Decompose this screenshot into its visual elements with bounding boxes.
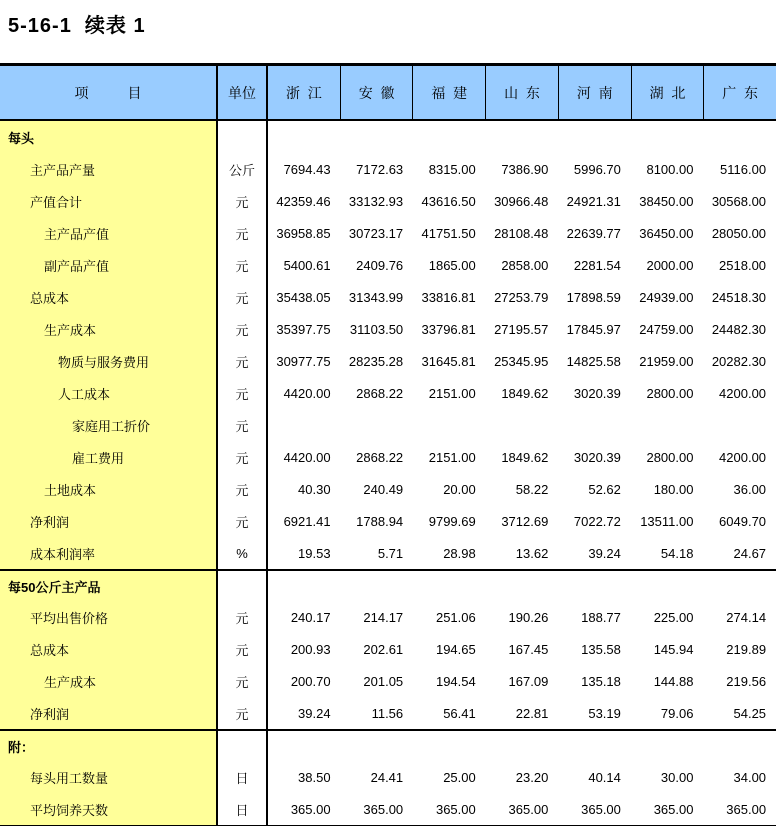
value-cell: 25345.95 [494, 353, 549, 369]
row-label: 副产品产值 [0, 249, 218, 281]
value-cell: 25.00 [443, 769, 476, 785]
value-cell [486, 571, 559, 601]
value-cell: 33796.81 [421, 321, 476, 337]
table-row [0, 601, 776, 633]
value-cell: 30.00 [660, 769, 694, 785]
column-header-unit: 单位 [218, 66, 268, 119]
table-row [0, 377, 776, 409]
row-unit: 元 [218, 185, 268, 217]
table-body [0, 121, 776, 825]
value-cell: 4420.00 [283, 449, 331, 465]
value-cell: 201.05 [363, 673, 404, 689]
table-row [0, 441, 776, 473]
row-unit: 元 [218, 345, 268, 377]
value-cell [413, 731, 486, 761]
value-cell [631, 731, 704, 761]
row-unit: 公斤 [218, 153, 268, 185]
value-cell: 365.00 [290, 801, 331, 817]
value-cell: 6921.41 [283, 513, 331, 529]
row-label: 生产成本 [0, 665, 218, 697]
row-label: 每头用工数量 [0, 761, 218, 793]
value-cell: 40.14 [588, 769, 621, 785]
value-cell: 31103.50 [349, 321, 404, 337]
table-row [0, 249, 776, 281]
table-row [0, 217, 776, 249]
value-cell: 1849.62 [501, 449, 549, 465]
value-cell: 40.30 [298, 481, 331, 497]
value-cell [341, 731, 414, 761]
value-cell: 36958.85 [276, 225, 331, 241]
row-unit: 元 [218, 601, 268, 633]
table-row [0, 409, 776, 441]
value-cell [486, 121, 559, 153]
table-row [0, 281, 776, 313]
section-row [0, 121, 776, 153]
value-cell [341, 409, 414, 441]
value-cell [703, 121, 776, 153]
value-cell: 7694.43 [283, 161, 331, 177]
row-label: 产值合计 [0, 185, 218, 217]
value-cell: 274.14 [726, 609, 767, 625]
value-cell: 36.00 [733, 481, 767, 497]
column-header-province: 福 建 [412, 66, 485, 119]
value-cell: 28050.00 [711, 225, 767, 241]
value-cell: 365.00 [726, 801, 767, 817]
value-cell: 20.00 [443, 481, 476, 497]
value-cell: 219.89 [726, 641, 767, 657]
value-cell: 3712.69 [501, 513, 549, 529]
value-cell: 1849.62 [501, 385, 549, 401]
value-cell: 31343.99 [348, 289, 404, 305]
value-cell: 54.25 [733, 705, 767, 721]
value-cell [486, 409, 559, 441]
value-cell: 8315.00 [428, 161, 476, 177]
value-cell: 8100.00 [646, 161, 694, 177]
value-cell: 42359.46 [276, 193, 331, 209]
row-unit: 元 [218, 505, 268, 537]
value-cell: 202.61 [363, 641, 404, 657]
row-label: 主产品产值 [0, 217, 218, 249]
value-cell: 167.09 [508, 673, 549, 689]
row-unit: 元 [218, 281, 268, 313]
row-label: 净利润 [0, 505, 218, 537]
value-cell: 240.49 [363, 481, 404, 497]
value-cell: 11.56 [371, 705, 404, 721]
value-cell: 52.62 [588, 481, 621, 497]
value-cell: 79.06 [660, 705, 694, 721]
row-unit: 元 [218, 665, 268, 697]
value-cell [558, 731, 631, 761]
page-title: 5-16-1 续表 1 [8, 15, 146, 37]
value-cell: 35397.75 [276, 321, 331, 337]
table-row [0, 665, 776, 697]
value-cell: 365.00 [508, 801, 549, 817]
value-cell: 251.06 [435, 609, 476, 625]
column-header-item: 项 目 [0, 66, 218, 119]
row-label: 成本利润率 [0, 537, 218, 569]
value-cell: 2858.00 [501, 257, 549, 273]
value-cell: 194.65 [435, 641, 476, 657]
row-label: 雇工费用 [0, 441, 218, 473]
value-cell: 13.62 [515, 545, 549, 561]
value-cell: 7386.90 [501, 161, 549, 177]
value-cell: 30977.75 [276, 353, 331, 369]
value-cell: 365.00 [581, 801, 621, 817]
value-cell: 2800.00 [646, 449, 694, 465]
value-cell: 39.24 [298, 705, 331, 721]
value-cell: 13511.00 [640, 513, 694, 529]
value-cell: 14825.58 [566, 353, 621, 369]
value-cell: 1865.00 [428, 257, 476, 273]
row-unit [218, 121, 268, 153]
value-cell: 3020.39 [573, 449, 621, 465]
row-unit: 元 [218, 249, 268, 281]
value-cell [558, 121, 631, 153]
row-unit: 元 [218, 313, 268, 345]
table-row [0, 345, 776, 377]
value-cell: 135.18 [581, 673, 621, 689]
value-cell: 43616.50 [421, 193, 476, 209]
row-label: 物质与服务费用 [0, 345, 218, 377]
row-label: 附： [0, 731, 218, 761]
value-cell: 194.54 [435, 673, 476, 689]
value-cell: 2281.54 [573, 257, 621, 273]
value-cell: 1788.94 [356, 513, 404, 529]
table-header-row [0, 66, 776, 121]
value-cell: 214.17 [363, 609, 404, 625]
value-cell [703, 571, 776, 601]
value-cell [268, 571, 341, 601]
value-cell: 38.50 [298, 769, 331, 785]
value-cell: 180.00 [653, 481, 694, 497]
value-cell: 2800.00 [646, 385, 694, 401]
value-cell: 5116.00 [720, 161, 767, 177]
value-cell: 200.70 [290, 673, 331, 689]
value-cell: 33816.81 [421, 289, 476, 305]
column-header-province: 广 东 [703, 66, 776, 119]
table-row [0, 697, 776, 729]
value-cell: 38450.00 [639, 193, 694, 209]
value-cell: 24518.30 [711, 289, 767, 305]
value-cell: 22.81 [515, 705, 549, 721]
table-row [0, 313, 776, 345]
table-row [0, 153, 776, 185]
value-cell: 56.41 [443, 705, 476, 721]
value-cell: 2518.00 [719, 257, 767, 273]
value-cell: 7022.72 [573, 513, 621, 529]
value-cell: 24759.00 [639, 321, 694, 337]
value-cell [631, 409, 704, 441]
value-cell: 24.67 [733, 545, 767, 561]
value-cell: 21959.00 [639, 353, 694, 369]
value-cell: 24939.00 [639, 289, 694, 305]
section-row [0, 569, 776, 601]
value-cell: 5400.61 [283, 257, 331, 273]
value-cell: 144.88 [653, 673, 694, 689]
column-header-province: 河 南 [558, 66, 631, 119]
column-header-province: 山 东 [485, 66, 558, 119]
value-cell: 188.77 [581, 609, 621, 625]
value-cell: 200.93 [290, 641, 331, 657]
row-label: 每头 [0, 121, 218, 153]
value-cell: 17898.59 [566, 289, 621, 305]
value-cell: 20282.30 [711, 353, 767, 369]
column-header-province: 浙 江 [285, 84, 322, 101]
value-cell: 27253.79 [494, 289, 549, 305]
value-cell: 2151.00 [428, 385, 476, 401]
row-label: 主产品产量 [0, 153, 218, 185]
value-cell: 365.00 [435, 801, 476, 817]
value-cell: 31645.81 [421, 353, 476, 369]
value-cell: 41751.50 [421, 225, 476, 241]
row-unit: 元 [218, 217, 268, 249]
row-unit: 日 [218, 793, 268, 825]
column-header-province: 湖 北 [631, 66, 704, 119]
row-label: 生产成本 [0, 313, 218, 345]
table-row [0, 537, 776, 569]
value-cell: 39.24 [588, 545, 621, 561]
value-cell: 24482.30 [711, 321, 767, 337]
value-cell [558, 571, 631, 601]
row-unit: % [218, 537, 268, 569]
value-cell: 2151.00 [428, 449, 476, 465]
value-cell [268, 409, 341, 441]
row-label: 平均饲养天数 [0, 793, 218, 825]
row-label: 人工成本 [0, 377, 218, 409]
value-cell [631, 571, 704, 601]
value-cell: 30568.00 [711, 193, 767, 209]
table-row [0, 761, 776, 793]
value-cell [703, 409, 776, 441]
row-unit: 日 [218, 761, 268, 793]
value-cell: 53.19 [588, 705, 621, 721]
value-cell: 54.18 [660, 545, 694, 561]
value-cell: 6049.70 [719, 513, 767, 529]
value-cell: 2868.22 [356, 449, 404, 465]
value-cell: 24921.31 [566, 193, 621, 209]
row-unit: 元 [218, 409, 268, 441]
value-cell: 19.53 [298, 545, 331, 561]
value-cell: 33132.93 [348, 193, 404, 209]
section-row [0, 729, 776, 761]
value-cell: 167.45 [508, 641, 549, 657]
row-label: 平均出售价格 [0, 601, 218, 633]
value-cell: 36450.00 [639, 225, 694, 241]
value-cell: 30966.48 [494, 193, 549, 209]
row-label: 总成本 [0, 633, 218, 665]
value-cell: 28235.28 [348, 353, 404, 369]
value-cell: 2868.22 [356, 385, 404, 401]
value-cell [341, 121, 414, 153]
value-cell: 28.98 [443, 545, 476, 561]
value-cell: 22639.77 [566, 225, 621, 241]
value-cell [268, 731, 341, 761]
value-cell: 58.22 [515, 481, 549, 497]
row-unit: 元 [218, 633, 268, 665]
value-cell [268, 121, 341, 153]
table-row [0, 793, 776, 825]
value-cell: 365.00 [653, 801, 694, 817]
value-cell: 190.26 [508, 609, 549, 625]
row-label: 土地成本 [0, 473, 218, 505]
row-unit: 元 [218, 697, 268, 729]
value-cell: 27195.57 [494, 321, 549, 337]
value-cell [413, 409, 486, 441]
value-cell [413, 121, 486, 153]
value-cell: 9799.69 [428, 513, 476, 529]
value-cell: 28108.48 [494, 225, 549, 241]
value-cell: 23.20 [515, 769, 549, 785]
row-label: 总成本 [0, 281, 218, 313]
value-cell: 365.00 [363, 801, 404, 817]
value-cell: 4420.00 [283, 385, 331, 401]
value-cell [413, 571, 486, 601]
table-row [0, 473, 776, 505]
value-cell [558, 409, 631, 441]
value-cell: 219.56 [726, 673, 767, 689]
value-cell: 225.00 [653, 609, 694, 625]
value-cell: 5996.70 [573, 161, 621, 177]
row-label: 净利润 [0, 697, 218, 729]
value-cell: 240.17 [290, 609, 331, 625]
value-cell [341, 571, 414, 601]
value-cell: 17845.97 [566, 321, 621, 337]
value-cell: 3020.39 [573, 385, 621, 401]
value-cell [631, 121, 704, 153]
value-cell [486, 731, 559, 761]
value-cell: 145.94 [653, 641, 694, 657]
value-cell: 24.41 [370, 769, 404, 785]
row-unit: 元 [218, 473, 268, 505]
table-row [0, 185, 776, 217]
row-unit [218, 571, 268, 601]
row-unit: 元 [218, 377, 268, 409]
value-cell: 135.58 [581, 641, 621, 657]
table-row [0, 505, 776, 537]
table-row [0, 633, 776, 665]
value-cell: 2409.76 [356, 257, 404, 273]
statistics-table [0, 63, 776, 826]
column-header-province: 安 徽 [340, 66, 413, 119]
value-cell: 34.00 [733, 769, 767, 785]
value-cell [703, 731, 776, 761]
value-cell: 30723.17 [348, 225, 404, 241]
value-cell: 7172.63 [356, 161, 404, 177]
row-unit: 元 [218, 441, 268, 473]
value-cell: 5.71 [377, 545, 404, 561]
row-label: 每50公斤主产品 [0, 571, 218, 601]
value-cell: 4200.00 [719, 449, 767, 465]
value-cell: 35438.05 [276, 289, 331, 305]
row-unit [218, 731, 268, 761]
value-cell: 2000.00 [646, 257, 694, 273]
row-label: 家庭用工折价 [0, 409, 218, 441]
value-cell: 4200.00 [719, 385, 767, 401]
